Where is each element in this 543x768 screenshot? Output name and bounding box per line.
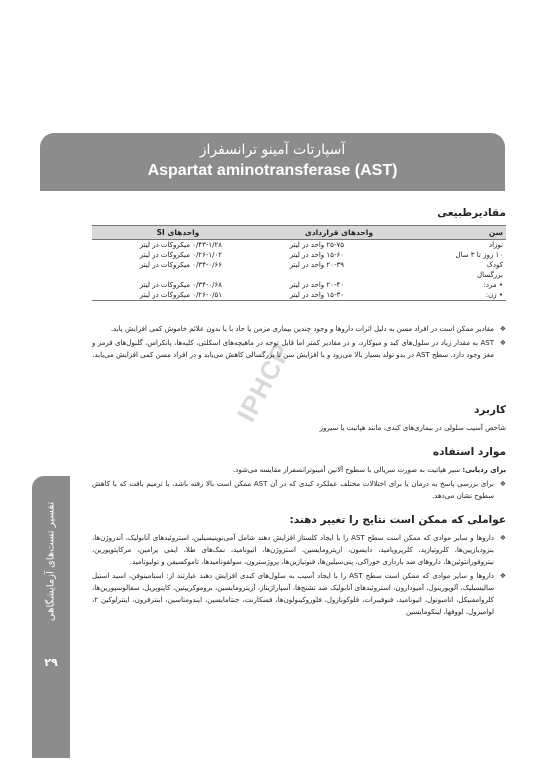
factors-heading: عواملی که ممکن است نتایج را تغییر دهند: (289, 514, 506, 526)
table-row (92, 270, 506, 280)
table-cell: کودک (486, 261, 503, 269)
usage-text: شاخص آسیب سلولی در بیماری‌های کبدی، مانند هپاتیت یا سیروز (319, 424, 506, 432)
indications-heading: موارد استفاده (432, 446, 506, 458)
table-cell: ۲۰-۳۹ واحد در لیتر (289, 261, 344, 269)
col-age: سن (414, 226, 506, 240)
title-banner (40, 133, 505, 191)
table-row (92, 250, 506, 260)
page-number: ۲۹ (44, 656, 58, 669)
table-cell: ۱۵-۳۰ واحد در لیتر (264, 290, 414, 301)
table-cell: • مرد: (483, 281, 503, 289)
table-cell (92, 270, 264, 280)
title-persian: آسپارتات آمینو ترانسفراز (199, 142, 346, 158)
title-english: Aspartat aminotransferase (AST) (147, 162, 398, 179)
indications-section (92, 446, 506, 504)
list-item: ❖ داروها و سایر موادی که ممکن است سطح AST را با ایجاد کلستاز افزایش دهند شامل آمی‌نوپنیسیلین، استروئیدهای آنابولیک، آندروژن‌ها، بنزودیازپین‌ها، کلروتیازید، کلرپروپامید، دایسون، اریترومایسین، استروژن‌ها، اتیونامید، نمک‌های طلا، ایمی پرامین، مرکاپتوپورین، نیتروفورانتوئین‌ها، داروهای ضد بارداری خوراکی، پنی‌سیلین‌ها، فنوتیازین‌ها، پروژسترون، سولفونامیدها، تاموکسیفن و تولبوتامید. (92, 532, 506, 568)
table-cell: بزرگسال (477, 271, 503, 279)
table-cell: • زن: (414, 290, 506, 301)
side-tab (32, 476, 70, 758)
table-cell (264, 270, 414, 280)
list-item: ❖ برای بررسی پاسخ به درمان یا برای اختلالات مختلف عملکرد کبدی که در آن AST ممکن است بالا رفته باشد، با ترمیم بافت که با کاهش سطوح نشان می‌دهد. (92, 478, 506, 502)
indications-bullets (92, 478, 506, 502)
table-cell: ۲۵-۷۵ واحد در لیتر (289, 241, 344, 249)
table-cell: ۰/۲۶-۰/۵۱ میکروکات در لیتر (92, 290, 264, 301)
reference-heading: مقادیرطبیعی (437, 207, 506, 219)
table-cell: ۰/۳۴-۰/۶۶ میکروکات در لیتر (139, 261, 222, 269)
table-cell: ۰/۳۴-۰/۶۸ میکروکات در لیتر (139, 281, 222, 289)
table-cell: ۱۰ روز تا ۳ سال (455, 251, 503, 259)
table-header-row (92, 226, 506, 240)
table-cell: ۰/۴۳-۱/۲۸ میکروکات در لیتر (139, 241, 222, 249)
table-row (92, 240, 506, 251)
reference-table (92, 225, 506, 301)
col-si: واحدهای SI (92, 226, 264, 240)
table-cell: ۱۵-۶۰ واحد در لیتر (289, 251, 344, 259)
factors-bullets (92, 532, 506, 618)
factors-section (92, 514, 506, 620)
indications-sub-text: سیر هپاتیت به صورت سریالی با سطوح آلانین آمینوترانسفراز مقایسه می‌شود. (233, 466, 463, 474)
usage-heading: کاربرد (474, 404, 506, 416)
table-row (92, 280, 506, 290)
usage-section (92, 404, 506, 434)
indications-sub-label: برای ردیابی: (462, 466, 506, 474)
list-item: ❖ AST به مقدار زیاد در سلول‌های کبد و میوکارد، و در مقادیر کمتر اما قابل توجه در ماهیچه‌های اسکلتی، کلیه‌ها، پانکراس، گلبول‌های قرمز و مغز وجود دارد. سطح AST در بدو تولد بسیار بالا می‌رود و با افزایش سن تا بزرگسالی کاهش می‌یابد و در افراد مسن کمی افزایش می‌یابد. (92, 337, 506, 361)
table-cell: ۰/۲۶-۱/۰۲ میکروکات در لیتر (139, 251, 222, 259)
table-cell: نوزاد (488, 241, 503, 249)
watermark: IPHCP (230, 337, 297, 427)
indications-line (92, 464, 506, 476)
list-item: ❖ مقادیر ممکن است در افراد مسن به دلیل اثرات داروها و وجود چندین بیماری مزمن یا حاد با یا بدون علائم خاموش کمی افزایش یابد. (92, 323, 506, 335)
reference-notes (92, 323, 506, 363)
reference-section (92, 207, 506, 301)
list-item: ❖ داروها و سایر موادی که ممکن است سطح AST را با ایجاد آسیب به سلول‌های کبدی افزایش دهند عبارتند از: استامینوفن، اسید استیل سالیسیلیک، آلوپورینول، آمیودارون، استروئیدهای آنابولیک ضد تشنج‌ها، آسپاراژیناز، آزیترومایسین، بروموکریپتین، کاپتوپریل، سفالوسپورین‌ها، کلروامفنیکل، اتامبوتول، اتیونامید، فنوفیبرات، فلوکونازول، فلوروکینولون‌ها، فسکارنت، جنتامایسین، ایندومتاسین، اینترفرون، اینترلوکین ۲، لوامیزول، لووفها، لینکومایسین (92, 570, 506, 618)
table-cell: ۲۰-۴۰ واحد در لیتر (289, 281, 344, 289)
table-row (92, 260, 506, 270)
table-row (92, 290, 506, 301)
col-conventional: واحدهای قراردادی (264, 226, 414, 240)
side-tab-label: تفسیر تست‌های آزمایشگاهی (45, 501, 57, 622)
